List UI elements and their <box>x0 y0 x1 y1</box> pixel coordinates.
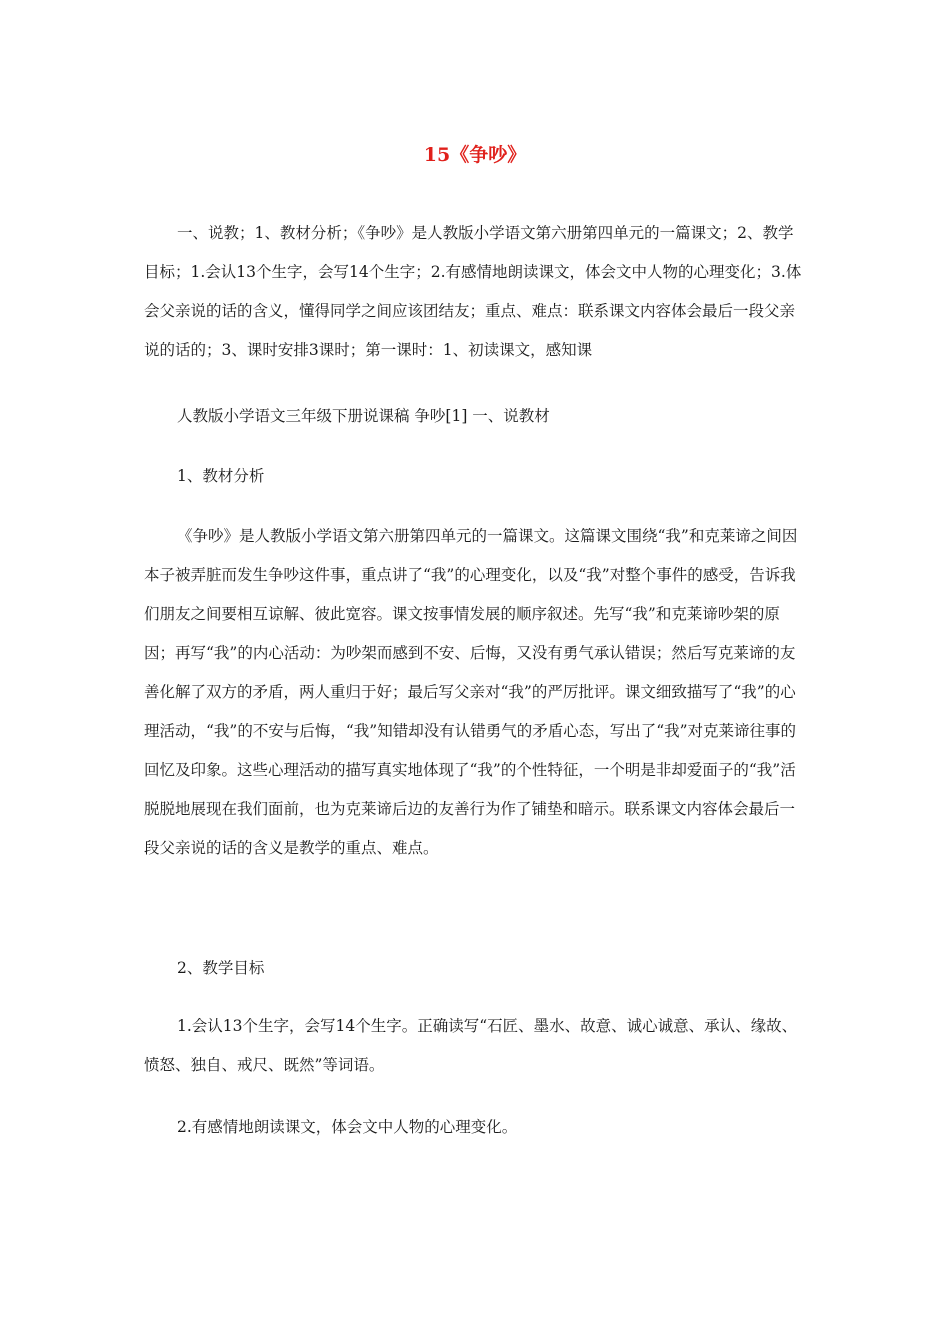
goal-1: 1.会认13个生字，会写14个生字。正确读写“石匠、墨水、故意、诚心诚意、承认、缘故、愤怒、独自、戒尺、既然”等词语。 <box>144 1017 798 1074</box>
summary-paragraph: 一、说教；1、教材分析；《争吵》是人教版小学语文第六册第四单元的一篇课文；2、教学目标；1.会认13个生字，会写14个生字；2.有感情地朗读课文，体会文中人物的心理变化；3.体会父亲说的话的含义，懂得同学之间应该团结友；重点、难点：联系课文内容体会最后一段父亲说的话的；3、课时安排3课时；第一课时：1、初读课文，感知课 <box>144 224 802 359</box>
section2-heading: 2、教学目标 <box>177 959 265 977</box>
section1-body: 《争吵》是人教版小学语文第六册第四单元的一篇课文。这篇课文围绕“我”和克莱谛之间因本子被弄脏而发生争吵这件事，重点讲了“我”的心理变化，以及“我”对整个事件的感受，告诉我们朋友之间要相互谅解、彼此宽容。课文按事情发展的顺序叙述。先写“我”和克莱谛吵架的原因；再写“我”的内心活动：为吵架而感到不安、后悔，又没有勇气承认错误；然后写克莱谛的友善化解了双方的矛盾，两人重归于好；最后写父亲对“我”的严厉批评。课文细致描写了“我”的心理活动，“我”的不安与后悔，“我”知错却没有认错勇气的矛盾心态，写出了“我”对克莱谛往事的回忆及印象。这些心理活动的描写真实地体现了“我”的个性特征，一个明是非却爱面子的“我”活脱脱地展现在我们面前，也为克莱谛后边的友善行为作了铺垫和暗示。联系课文内容体会最后一段父亲说的话的含义是教学的重点、难点。 <box>144 527 798 857</box>
document-title: 15《争吵》 <box>423 144 527 166</box>
section1-heading: 1、教材分析 <box>177 467 265 485</box>
subtitle-line: 人教版小学语文三年级下册说课稿 争吵[1] 一、说教材 <box>177 407 550 425</box>
goal-2: 2.有感情地朗读课文，体会文中人物的心理变化。 <box>177 1118 518 1136</box>
